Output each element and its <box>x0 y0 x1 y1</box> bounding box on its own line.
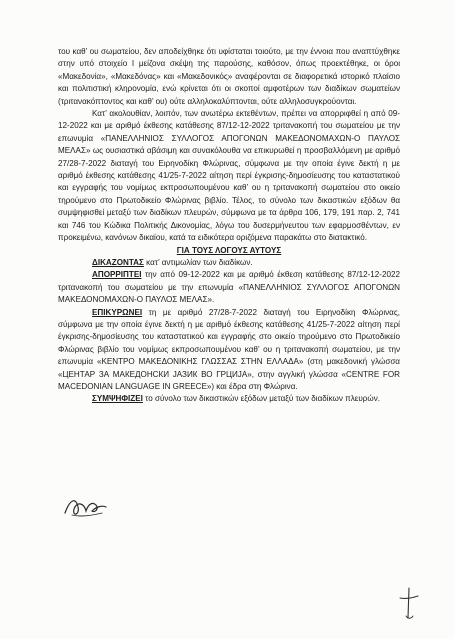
ruling-text: το σύνολο των δικαστικών εξόδων μεταξύ των διαδίκων πλευρών. <box>142 394 381 404</box>
ruling-keyword: ΕΠΙΚΥΡΩΝΕΙ <box>92 307 143 317</box>
section-heading: ΓΙΑ ΤΟΥΣ ΛΟΓΟΥΣ ΑΥΤΟΥΣ <box>176 245 282 255</box>
ruling-text: την από 09-12-2022 και με αριθμό έκθεση κατάθεσης 87/12-12-2022 τριτανακοπή του σωματείου με την επωνυμία «ΠΑΝΕΛΛΗΝΙΟΣ ΣΥΛΛΟΓΟΣ ΑΠΟΓΟΝΩΝ ΜΑΚΕΔΟΝΟΜΑΧΩΝ-Ο ΠΑΥΛΟΣ ΜΕΛΑΣ». <box>58 270 400 305</box>
ruling-offsets-costs <box>58 393 400 405</box>
ruling-text: τη με αριθμό 27/28-7-2022 διαταγή του Ειρηνοδίκη Φλώρινας, σύμφωνα με την οποία έγινε δεκτή η με αριθμό έκθεσης κατάθεσης 41/25-7-2022 αίτηση περί έγκρισης-δημοσίευσης του καταστατικού και εγγραφής στο οικείο τηρούμενο στο Πρωτοδικείο Φλώρινας βιβλίο του νομίμως εκπροσωπουμένου καθ’ ου η τριτανακοπή σωματείου, με την επωνυμία «ΚΕΝΤΡΟ ΜΑΚΕΔΟΝΙΚΗΣ ΓΛΩΣΣΑΣ ΣΤΗΝ ΕΛΛΑΔΑ» (στη μακεδονική γλώσσα «ЦЕНТАР ЗА МАКЕДОНСКИ ЈАЗИК ВО ГРЦИЈА», στην αγγλική γλώσσα «CENTRE FOR MACEDONIAN LANGUAGE IN GREECE») και έδρα στη Φλώρινα. <box>58 307 400 391</box>
ruling-keyword: ΑΠΟΡΡΙΠΤΕΙ <box>92 270 142 280</box>
initials-mark-icon <box>398 586 420 620</box>
ruling-keyword: ΣΥΜΨΗΦΙΖΕΙ <box>92 394 143 404</box>
document-body <box>58 46 400 406</box>
paragraph-rejection-reasoning: Κατ’ ακολουθίαν, λοιπόν, των ανωτέρω εκτεθέντων, πρέπει να απορριφθεί η από 09-12-2022 και με αριθμό έκθεσης κατάθεσης 87/12-12-2022 τριτανακοπή του σωματείου με την επωνυμία «ΠΑΝΕΛΛΗΝΙΟΣ ΣΥΛΛΟΓΟΣ ΑΠΟΓΟΝΩΝ ΜΑΚΕΔΟΝΟΜΑΧΩΝ-Ο ΠΑΥΛΟΣ ΜΕΛΑΣ» ως ουσιαστικά αβάσιμη και συνακόλουθα να επικυρωθεί η προσβαλλόμενη με αριθμό 27/28-7-2022 διαταγή του Ειρηνοδίκη Φλώρινας, σύμφωνα με την οποία έγινε δεκτή η με αριθμό έκθεσης κατάθεσης 41/25-7-2022 αίτηση περί έγκρισης-δημοσίευσης του καταστατικού και εγγραφής του νομίμως εκπροσωπουμένου καθ’ ου η τριτανακοπή σωματείου στο οικείο τηρούμενο στο Πρωτοδικείο Φλώρινας βιβλίο. Τέλος, το σύνολο των δικαστικών εξόδων θα συμψηφισθεί μεταξύ των διαδίκων πλευρών, σύμφωνα με τα άρθρα 106, 179, 191 παρ. 2, 741 και 746 του Κώδικα Πολιτικής Δικονομίας, λόγω του δυσερμήνευτου των εφαρμοσθέντων, εν προκειμένω, κανόνων δικαίου, κατά τα ειδικότερα οριζόμενα παρακάτω στο διατακτικό. <box>58 109 400 243</box>
ruling-adjudicating <box>58 257 400 269</box>
handwritten-signature-icon <box>62 493 108 523</box>
ruling-rejects <box>58 269 400 306</box>
ruling-text: κατ’ αντιμωλίαν των διαδίκων. <box>143 257 253 267</box>
ruling-ratifies <box>58 307 400 394</box>
paragraph-conclusion-reasoning: του καθ’ ου σωματείου, δεν αποδείχθηκε ότι υφίσταται τοιούτο, με την έννοια που αναπτύχθηκε στην υπό στοιχείο Ι μείζονα σκέψη της παρούσης, καθόσον, όπως προεκτέθηκε, οι όροι «Μακεδονία», «Μακεδόνας» και «Μακεδονικός» αναφέρονται σε διαφορετικά ιστορικό πλαίσιο και πολιτιστική κληρονομία, ενώ κρίνεται ότι οι σκοποί αμφοτέρων των διαδίκων σωματείων (τριτανακόπτοντος και καθ’ ου) ούτε αλληλοκαλύπτονται, ούτε αλληλοσυγκρούονται. <box>58 47 400 106</box>
ruling-keyword: ΔΙΚΑΖΟΝΤΑΣ <box>92 257 144 267</box>
